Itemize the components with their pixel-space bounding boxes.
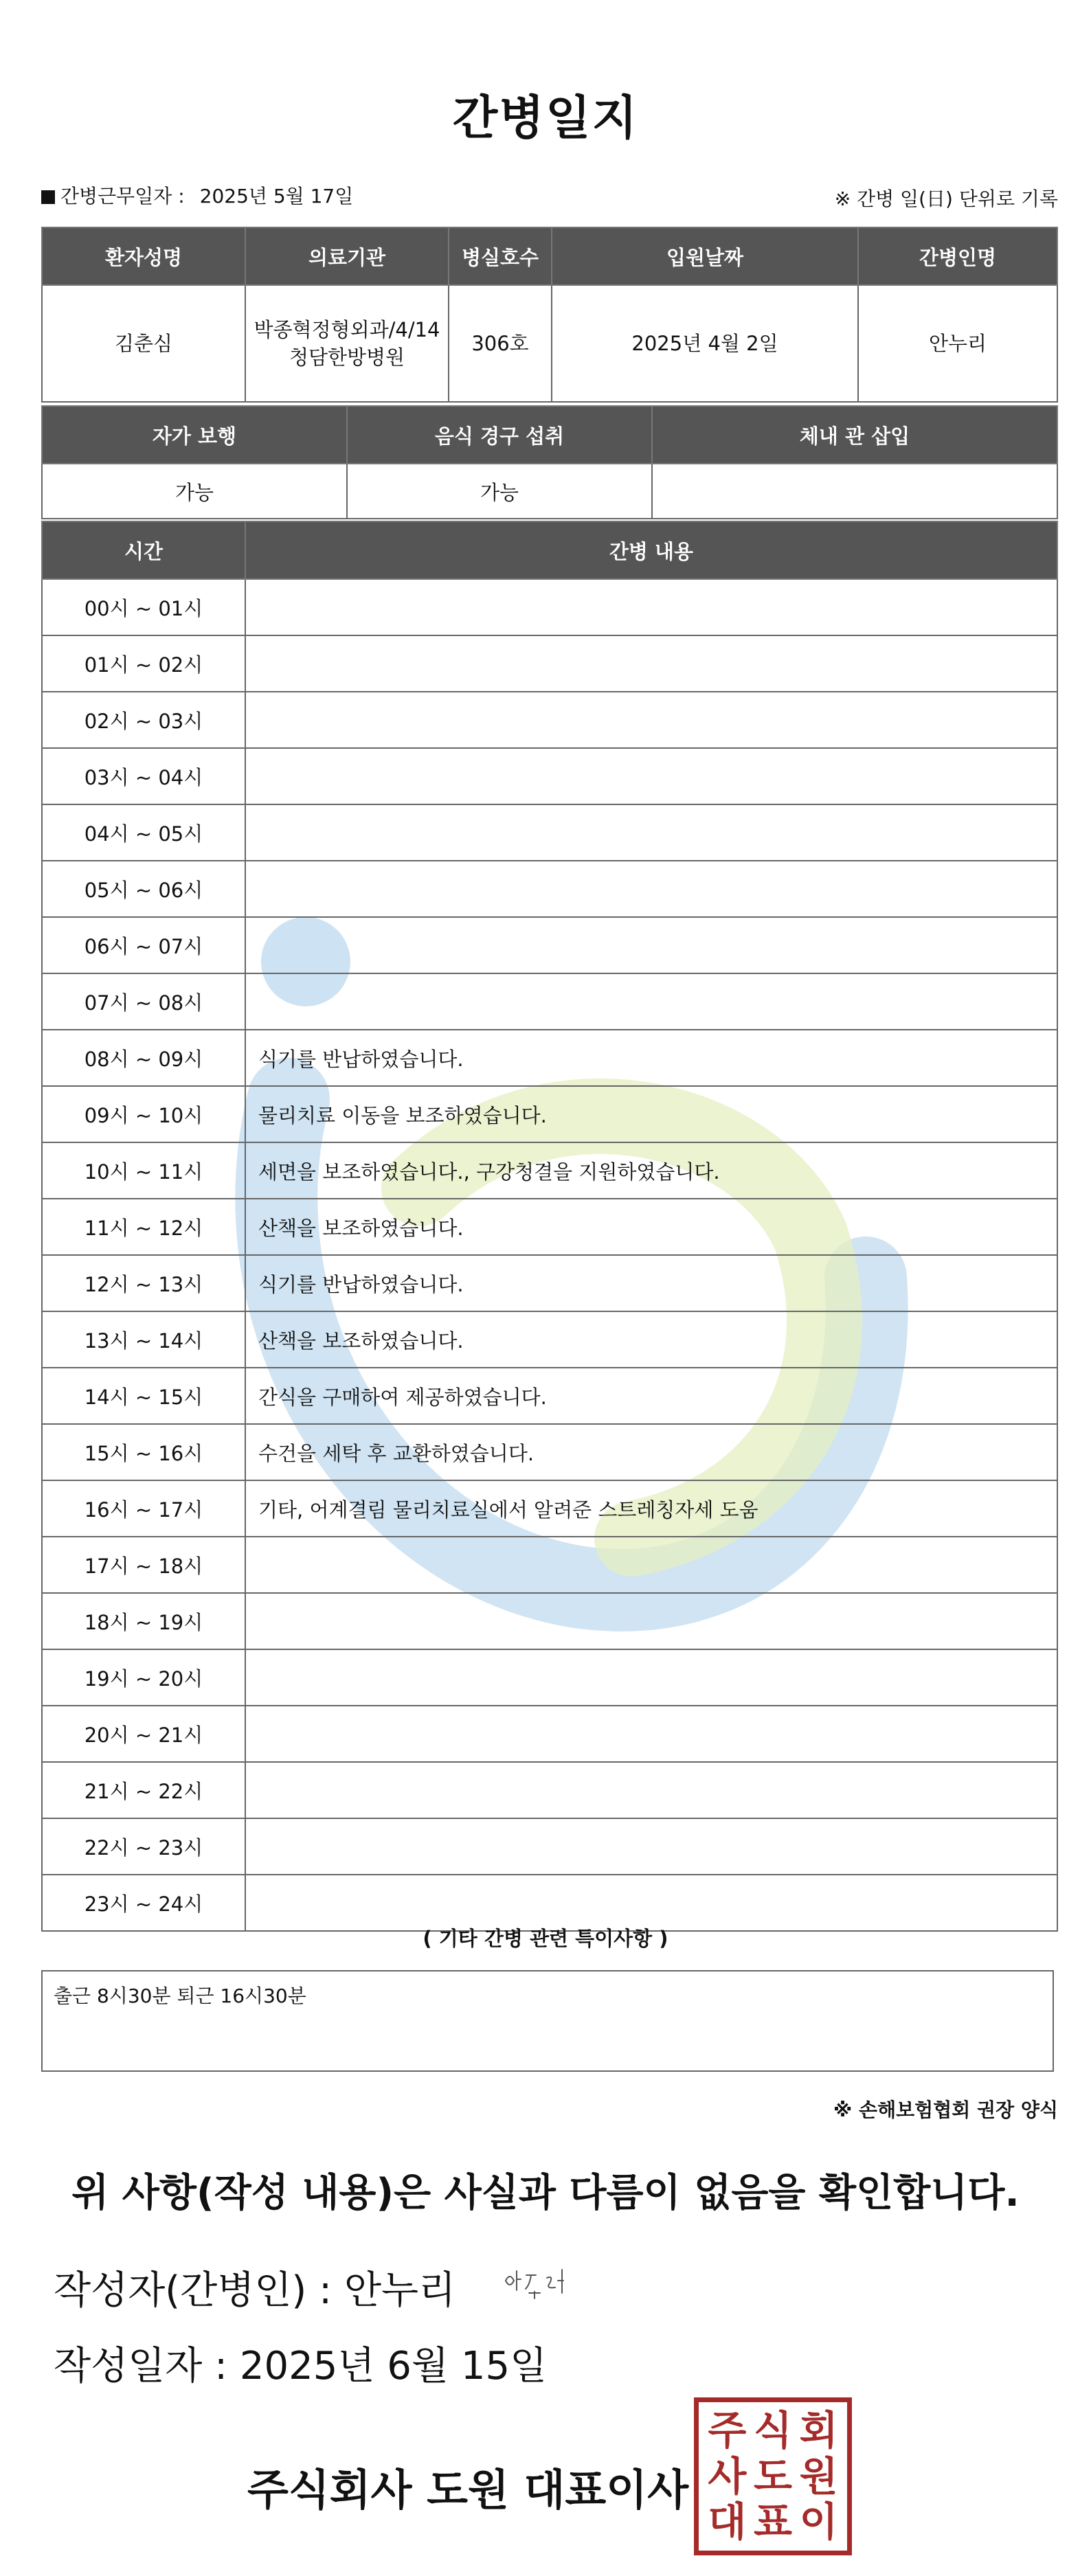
handwritten-signature bbox=[502, 2266, 577, 2300]
time-slot: 14시 ~ 15시 bbox=[42, 1368, 245, 1424]
care-content: 식기를 반납하였습니다. bbox=[245, 1030, 1057, 1086]
table-row bbox=[42, 692, 1057, 748]
header-caregiver: 간병인명 bbox=[858, 227, 1057, 285]
table-row bbox=[42, 1368, 1057, 1424]
seal-char: 주 bbox=[708, 2407, 747, 2454]
care-content bbox=[245, 748, 1057, 804]
care-content bbox=[245, 1875, 1057, 1931]
seal-char: 표 bbox=[753, 2498, 792, 2546]
table-row bbox=[42, 804, 1057, 861]
writer-label: 작성자(간병인) : bbox=[54, 2268, 332, 2313]
table-row bbox=[42, 1537, 1057, 1593]
seal-char: 원 bbox=[799, 2452, 838, 2500]
write-date-value: 2025년 6월 15일 bbox=[239, 2344, 548, 2388]
table-row bbox=[42, 1875, 1057, 1931]
seal-char: 도 bbox=[753, 2452, 792, 2500]
time-slot: 04시 ~ 05시 bbox=[42, 804, 245, 861]
time-slot: 20시 ~ 21시 bbox=[42, 1706, 245, 1762]
table-row bbox=[42, 1649, 1057, 1706]
time-slot: 13시 ~ 14시 bbox=[42, 1311, 245, 1368]
table-row bbox=[42, 1086, 1057, 1142]
table-row bbox=[42, 1762, 1057, 1818]
writer-row bbox=[54, 2260, 455, 2315]
room-number: 306호 bbox=[449, 285, 552, 402]
care-content bbox=[245, 1706, 1057, 1762]
seal-char: 사 bbox=[708, 2452, 747, 2500]
hospital-name: 박종혁정형외과/4/14청담한방병원 bbox=[245, 285, 449, 402]
time-slot: 07시 ~ 08시 bbox=[42, 973, 245, 1030]
care-content bbox=[245, 692, 1057, 748]
care-content: 기타, 어계결림 물리치료실에서 알려준 스트레칭자세 도움 bbox=[245, 1480, 1057, 1537]
time-slot: 10시 ~ 11시 bbox=[42, 1142, 245, 1199]
care-content bbox=[245, 1762, 1057, 1818]
table-row bbox=[42, 1030, 1057, 1086]
time-slot: 08시 ~ 09시 bbox=[42, 1030, 245, 1086]
care-content: 수건을 세탁 후 교환하였습니다. bbox=[245, 1424, 1057, 1480]
time-slot: 12시 ~ 13시 bbox=[42, 1255, 245, 1311]
care-log-table bbox=[41, 521, 1058, 1932]
care-content: 식기를 반납하였습니다. bbox=[245, 1255, 1057, 1311]
table-row bbox=[42, 1199, 1057, 1255]
time-slot: 23시 ~ 24시 bbox=[42, 1875, 245, 1931]
seal-characters bbox=[704, 2408, 842, 2545]
seal-char: 식 bbox=[753, 2407, 792, 2454]
time-slot: 22시 ~ 23시 bbox=[42, 1818, 245, 1875]
patient-status-table bbox=[41, 405, 1058, 519]
time-slot: 16시 ~ 17시 bbox=[42, 1480, 245, 1537]
table-row bbox=[42, 917, 1057, 973]
header-care-content: 간병 내용 bbox=[245, 521, 1057, 579]
seal-char: 회 bbox=[799, 2407, 838, 2454]
care-content: 물리치료 이동을 보조하였습니다. bbox=[245, 1086, 1057, 1142]
table-row bbox=[42, 1480, 1057, 1537]
unit-note: ※ 간병 일(日) 단위로 기록 bbox=[834, 188, 1058, 210]
company-seal bbox=[694, 2397, 852, 2555]
time-slot: 11시 ~ 12시 bbox=[42, 1199, 245, 1255]
time-slot: 17시 ~ 18시 bbox=[42, 1537, 245, 1593]
seal-char: 대 bbox=[708, 2498, 747, 2546]
header-room: 병실호수 bbox=[449, 227, 552, 285]
confirmation-statement: 위 사항(작성 내용)은 사실과 다름이 없음을 확인합니다. bbox=[71, 2171, 1020, 2215]
care-content bbox=[245, 917, 1057, 973]
special-notes-box bbox=[41, 1970, 1054, 2072]
table-row bbox=[42, 1311, 1057, 1368]
patient-info-table bbox=[41, 227, 1058, 403]
header-admission-date: 입원날짜 bbox=[552, 227, 858, 285]
table-row bbox=[42, 635, 1057, 692]
write-date-label: 작성일자 : bbox=[54, 2344, 228, 2388]
writer-name: 안누리 bbox=[344, 2268, 456, 2313]
care-content bbox=[245, 579, 1057, 635]
time-slot: 19시 ~ 20시 bbox=[42, 1649, 245, 1706]
care-content bbox=[245, 861, 1057, 917]
care-content bbox=[245, 635, 1057, 692]
oral-intake-status: 가능 bbox=[347, 464, 652, 519]
company-name: 주식회사 도원 대표이사 bbox=[247, 2465, 689, 2515]
table-row bbox=[42, 1593, 1057, 1649]
tube-insertion-status bbox=[652, 464, 1057, 519]
care-content: 산책을 보조하였습니다. bbox=[245, 1311, 1057, 1368]
care-content bbox=[245, 1593, 1057, 1649]
work-date-row bbox=[41, 181, 353, 209]
table-row bbox=[42, 748, 1057, 804]
header-tube-insertion: 체내 관 삽입 bbox=[652, 406, 1057, 464]
header-walking: 자가 보행 bbox=[42, 406, 347, 464]
care-content: 세면을 보조하였습니다., 구강청결을 지원하였습니다. bbox=[245, 1142, 1057, 1199]
header-patient-name: 환자성명 bbox=[42, 227, 245, 285]
table-row bbox=[42, 1706, 1057, 1762]
special-notes-text: 출근 8시30분 퇴근 16시30분 bbox=[54, 1985, 306, 2007]
document-title: 간병일지 bbox=[452, 91, 639, 146]
table-row bbox=[42, 973, 1057, 1030]
time-slot: 00시 ~ 01시 bbox=[42, 579, 245, 635]
care-content bbox=[245, 973, 1057, 1030]
patient-name: 김춘심 bbox=[42, 285, 245, 402]
table-row bbox=[42, 1424, 1057, 1480]
header-oral-intake: 음식 경구 섭취 bbox=[347, 406, 652, 464]
time-slot: 05시 ~ 06시 bbox=[42, 861, 245, 917]
write-date-row bbox=[54, 2336, 547, 2391]
table-row bbox=[42, 579, 1057, 635]
work-date-value: 2025년 5월 17일 bbox=[199, 185, 354, 207]
square-bullet-icon bbox=[41, 190, 55, 204]
table-row bbox=[42, 1255, 1057, 1311]
time-slot: 09시 ~ 10시 bbox=[42, 1086, 245, 1142]
walking-status: 가능 bbox=[42, 464, 347, 519]
table-row bbox=[42, 1818, 1057, 1875]
care-content bbox=[245, 804, 1057, 861]
care-content bbox=[245, 1537, 1057, 1593]
time-slot: 01시 ~ 02시 bbox=[42, 635, 245, 692]
care-content: 산책을 보조하였습니다. bbox=[245, 1199, 1057, 1255]
time-slot: 03시 ~ 04시 bbox=[42, 748, 245, 804]
care-content bbox=[245, 1649, 1057, 1706]
care-content bbox=[245, 1818, 1057, 1875]
table-row bbox=[42, 1142, 1057, 1199]
caregiver-name: 안누리 bbox=[858, 285, 1057, 402]
time-slot: 15시 ~ 16시 bbox=[42, 1424, 245, 1480]
time-slot: 02시 ~ 03시 bbox=[42, 692, 245, 748]
time-slot: 21시 ~ 22시 bbox=[42, 1762, 245, 1818]
form-source-note: ※ 손해보험협회 권장 양식 bbox=[833, 2099, 1058, 2121]
header-time: 시간 bbox=[42, 521, 245, 579]
time-slot: 06시 ~ 07시 bbox=[42, 917, 245, 973]
work-date-label: 간병근무일자 : bbox=[60, 185, 185, 207]
time-slot: 18시 ~ 19시 bbox=[42, 1593, 245, 1649]
seal-char: 이 bbox=[799, 2498, 838, 2546]
special-notes-title: ( 기타 간병 관련 특이사항 ) bbox=[423, 1927, 668, 1950]
header-hospital: 의료기관 bbox=[245, 227, 449, 285]
care-content: 간식을 구매하여 제공하였습니다. bbox=[245, 1368, 1057, 1424]
admission-date: 2025년 4월 2일 bbox=[552, 285, 858, 402]
table-row bbox=[42, 861, 1057, 917]
